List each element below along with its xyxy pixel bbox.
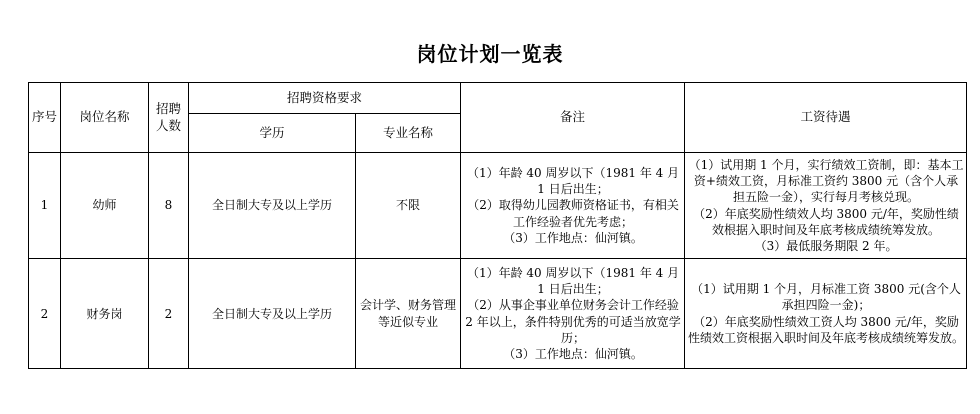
header-education: 学历 xyxy=(189,114,356,153)
row-position: 财务岗 xyxy=(61,259,149,369)
salary-line: （2）年底奖励性绩效工资人均 3800 元/年，奖励性绩效工资根据入职时间及年底考核成绩统筹发放。 xyxy=(688,314,965,345)
row-count: 8 xyxy=(149,153,189,259)
header-row-top xyxy=(29,83,967,114)
header-salary: 工资待遇 xyxy=(685,83,967,153)
row-salary xyxy=(685,259,967,369)
header-position-label: 岗位名称 xyxy=(79,109,130,125)
row-remarks xyxy=(461,259,685,369)
header-remarks: 备注 xyxy=(461,83,685,153)
salary-line: （1）试用期 1 个月，实行绩效工资制，即：基本工资+绩效工资，月标准工资约 3800 元（含个人承担五险一金），实行每月考核兑现。 xyxy=(688,158,964,205)
header-major: 专业名称 xyxy=(356,114,461,153)
table-row xyxy=(29,259,967,369)
row-count: 2 xyxy=(149,259,189,369)
row-major: 不限 xyxy=(356,153,461,259)
remark-line: （3）工作地点：仙河镇。 xyxy=(503,230,643,245)
header-count-line1: 招聘 xyxy=(155,100,181,116)
header-qualification: 招聘资格要求 xyxy=(189,83,461,114)
remark-line: （1）年龄 40 周岁以下（1981 年 4 月 1 日后出生； xyxy=(466,166,680,197)
row-remarks xyxy=(461,153,685,259)
salary-line: （1）试用期 1 个月，月标准工资 3800 元(含个人承担四险一金)； xyxy=(691,282,961,313)
table-row xyxy=(29,153,967,259)
header-count-line2: 人数 xyxy=(155,117,181,133)
header-count xyxy=(149,83,189,153)
row-salary xyxy=(685,153,967,259)
salary-line: （3）最低服务期限 2 年。 xyxy=(754,238,898,253)
salary-line: （2）年底奖励性绩效人均 3800 元/年，奖励性绩效根据入职时间及年底考核成绩统筹发放。 xyxy=(693,206,959,237)
row-education: 全日制大专及以上学历 xyxy=(189,259,356,369)
page-title: 岗位计划一览表 xyxy=(416,42,564,66)
position-plan-table xyxy=(28,82,967,369)
remark-line: （1）年龄 40 周岁以下（1981 年 4 月 1 日后出生； xyxy=(466,266,680,297)
row-seq: 1 xyxy=(29,153,61,259)
row-position: 幼师 xyxy=(61,153,149,259)
row-major: 会计学、财务管理等近似专业 xyxy=(356,259,461,369)
remark-line: （3）工作地点：仙河镇。 xyxy=(503,347,643,361)
row-education: 全日制大专及以上学历 xyxy=(189,153,356,259)
row-seq: 2 xyxy=(29,259,61,369)
header-position xyxy=(61,83,149,153)
remark-line: （2）取得幼儿园教师资格证书，有相关工作经验者优先考虑； xyxy=(467,198,679,229)
remark-line: （2）从事企事业单位财务会计工作经验 2 年以上，条件特别优秀的可适当放宽学历； xyxy=(465,298,681,345)
header-seq: 序号 xyxy=(29,83,61,153)
